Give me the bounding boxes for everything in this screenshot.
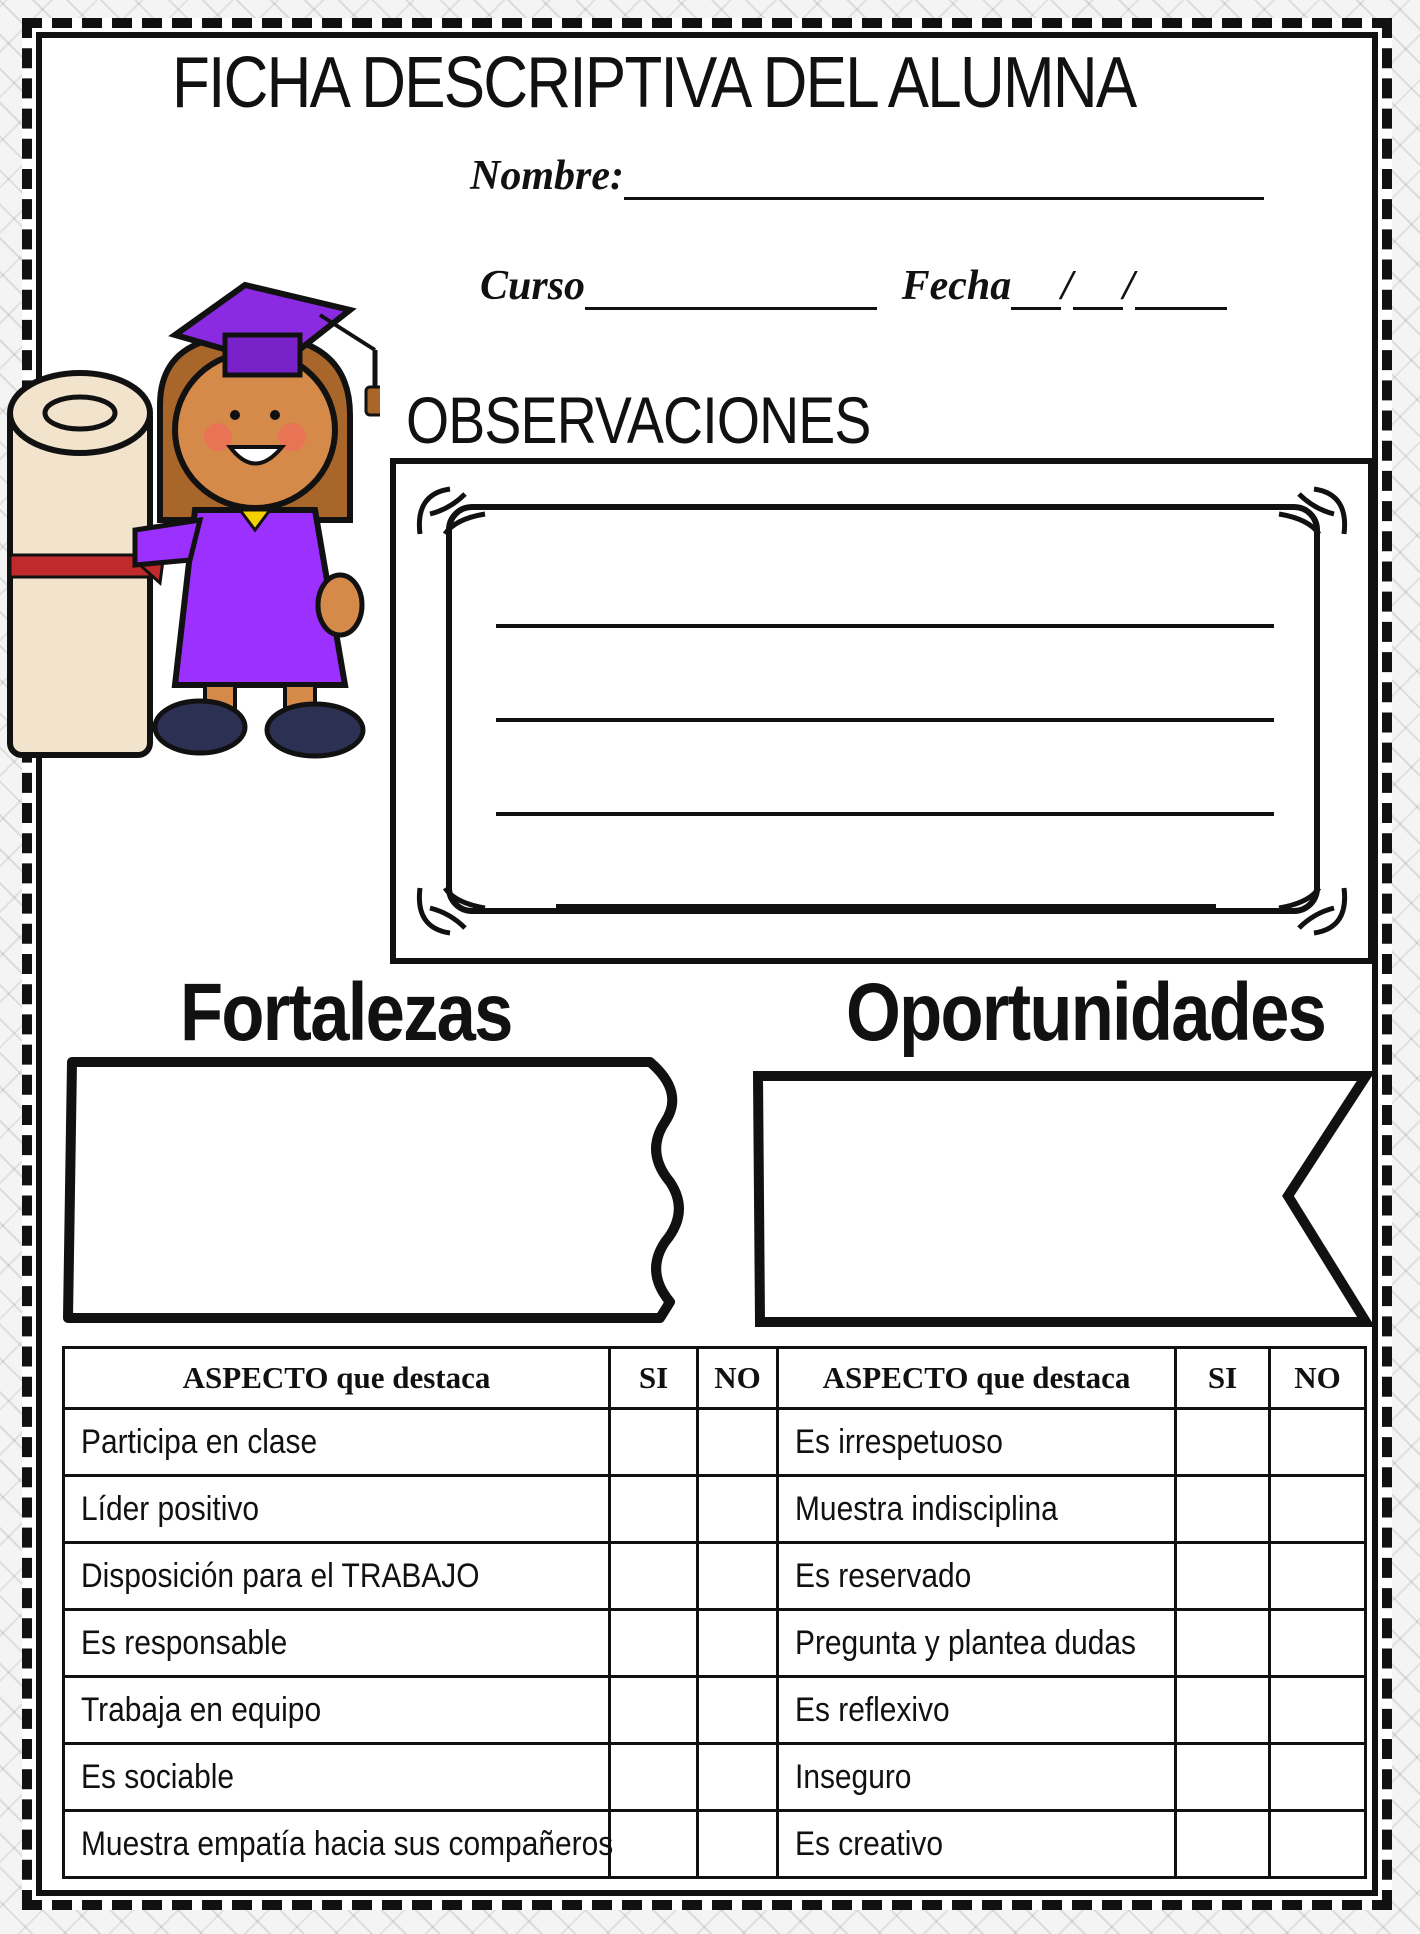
- aspect-left-label: Trabaja en equipo: [81, 1690, 322, 1729]
- no-checkbox[interactable]: [698, 1409, 778, 1476]
- no-checkbox[interactable]: [698, 1610, 778, 1677]
- curso-blank[interactable]: [585, 273, 877, 310]
- oportunidades-title: Oportunidades: [846, 967, 1326, 1058]
- si-checkbox[interactable]: [610, 1677, 698, 1744]
- nombre-field[interactable]: [470, 152, 1264, 200]
- no-checkbox[interactable]: [1270, 1409, 1366, 1476]
- aspect-right-label: Muestra indisciplina: [795, 1489, 1058, 1528]
- aspect-left-label: Líder positivo: [81, 1489, 259, 1528]
- no-checkbox[interactable]: [698, 1744, 778, 1811]
- fecha-year-blank[interactable]: [1135, 273, 1227, 310]
- si-checkbox[interactable]: [1176, 1610, 1270, 1677]
- si-checkbox[interactable]: [610, 1409, 698, 1476]
- table-header-row: [64, 1348, 1366, 1409]
- no-checkbox[interactable]: [698, 1543, 778, 1610]
- si-checkbox[interactable]: [1176, 1811, 1270, 1878]
- si-checkbox[interactable]: [610, 1610, 698, 1677]
- fecha-separator: /: [1061, 263, 1073, 309]
- si-checkbox[interactable]: [1176, 1744, 1270, 1811]
- fecha-label: Fecha: [901, 263, 1012, 309]
- flourish-icon: [410, 474, 496, 560]
- no-header-right: NO: [1270, 1348, 1366, 1409]
- si-checkbox[interactable]: [610, 1543, 698, 1610]
- aspect-right-label: Inseguro: [795, 1757, 912, 1796]
- table-row: [64, 1744, 1366, 1811]
- si-checkbox[interactable]: [1176, 1543, 1270, 1610]
- aspect-right-label: Es reflexivo: [795, 1690, 950, 1729]
- page-title: FICHA DESCRIPTIVA DEL ALUMNA: [172, 43, 1136, 123]
- nombre-blank[interactable]: [624, 163, 1264, 200]
- aspect-left-label: Es sociable: [81, 1757, 235, 1796]
- nombre-label: Nombre:: [470, 153, 624, 199]
- observaciones-title: OBSERVACIONES: [406, 383, 871, 457]
- curso-fecha-row: [480, 262, 1227, 310]
- aspect-left-label: Muestra empatía hacia sus compañeros: [81, 1824, 614, 1863]
- fecha-month-blank[interactable]: [1073, 273, 1123, 310]
- no-checkbox[interactable]: [698, 1811, 778, 1878]
- aspect-right-label: Es reservado: [795, 1556, 972, 1595]
- fecha-day-blank[interactable]: [1011, 273, 1061, 310]
- aspecto-header-right: ASPECTO que destaca: [778, 1348, 1176, 1409]
- no-checkbox[interactable]: [1270, 1677, 1366, 1744]
- table-row: [64, 1677, 1366, 1744]
- aspect-right-label: Es creativo: [795, 1824, 944, 1863]
- si-checkbox[interactable]: [1176, 1409, 1270, 1476]
- no-checkbox[interactable]: [1270, 1744, 1366, 1811]
- no-checkbox[interactable]: [698, 1677, 778, 1744]
- observaciones-write-line[interactable]: [556, 904, 1216, 908]
- table-row: [64, 1811, 1366, 1878]
- table-row: [64, 1610, 1366, 1677]
- aspecto-header-left: ASPECTO que destaca: [64, 1348, 610, 1409]
- no-checkbox[interactable]: [1270, 1476, 1366, 1543]
- aspect-left-label: Participa en clase: [81, 1422, 318, 1461]
- no-checkbox[interactable]: [1270, 1543, 1366, 1610]
- fecha-separator: /: [1122, 263, 1135, 309]
- observaciones-box: [390, 458, 1374, 964]
- si-checkbox[interactable]: [1176, 1677, 1270, 1744]
- fortalezas-box[interactable]: [60, 1052, 690, 1328]
- si-checkbox[interactable]: [1176, 1476, 1270, 1543]
- si-checkbox[interactable]: [610, 1744, 698, 1811]
- no-checkbox[interactable]: [1270, 1610, 1366, 1677]
- si-header-left: SI: [610, 1348, 698, 1409]
- no-checkbox[interactable]: [698, 1476, 778, 1543]
- no-checkbox[interactable]: [1270, 1811, 1366, 1878]
- observaciones-write-line[interactable]: [496, 718, 1274, 722]
- observaciones-write-line[interactable]: [496, 624, 1274, 628]
- si-header-right: SI: [1176, 1348, 1270, 1409]
- aspects-table: [62, 1346, 1367, 1879]
- graduate-girl-with-diploma-icon: [0, 265, 380, 765]
- aspect-right-label: Pregunta y plantea dudas: [795, 1623, 1137, 1662]
- si-checkbox[interactable]: [610, 1476, 698, 1543]
- flourish-icon: [1268, 862, 1354, 948]
- table-row: [64, 1543, 1366, 1610]
- oportunidades-box[interactable]: [748, 1066, 1378, 1336]
- aspect-right-label: Es irrespetuoso: [795, 1422, 1003, 1461]
- table-row: [64, 1409, 1366, 1476]
- observaciones-inner-frame: [446, 504, 1320, 914]
- aspect-left-label: Disposición para el TRABAJO: [81, 1556, 480, 1595]
- flourish-icon: [1268, 474, 1354, 560]
- flourish-icon: [410, 862, 496, 948]
- table-row: [64, 1476, 1366, 1543]
- curso-label: Curso: [480, 263, 586, 309]
- fortalezas-title: Fortalezas: [180, 967, 512, 1058]
- aspect-left-label: Es responsable: [81, 1623, 288, 1662]
- observaciones-write-line[interactable]: [496, 812, 1274, 816]
- no-header-left: NO: [698, 1348, 778, 1409]
